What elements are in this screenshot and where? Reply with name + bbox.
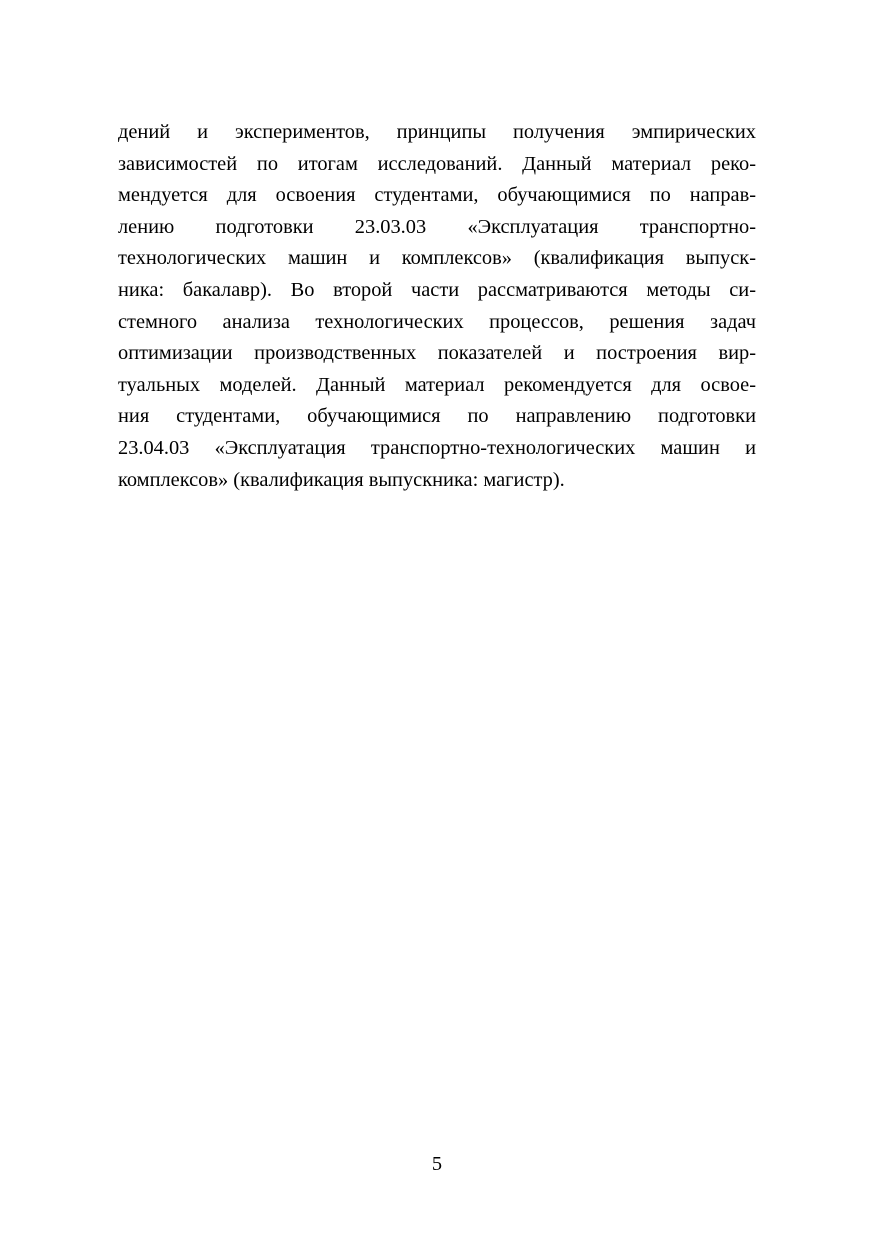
text-line: стемного анализа технологических процессов, решения задач <box>118 310 756 333</box>
page-number: 5 <box>431 1153 443 1175</box>
text-line: комплексов» (квалификация выпускника: магистр). <box>118 468 565 491</box>
text-line: ния студентами, обучающимися по направлению подготовки <box>118 405 756 428</box>
text-line: ника: бакалавр). Во второй части рассматриваются методы си- <box>118 278 756 301</box>
text-line: дений и экспериментов, принципы получения эмпирических <box>118 121 756 143</box>
paragraph <box>118 117 756 496</box>
text-line: туальных моделей. Данный материал рекомендуется для освое- <box>118 373 756 396</box>
text-line: мендуется для освоения студентами, обучающимися по направ- <box>118 184 756 207</box>
text-line: технологических машин и комплексов» (квалификация выпуск- <box>118 247 756 270</box>
text-line: 23.04.03 «Эксплуатация транспортно-технологических машин и <box>118 436 756 459</box>
text-line: зависимостей по итогам исследований. Данный материал реко- <box>118 152 756 175</box>
text-line: оптимизации производственных показателей и построения вир- <box>118 342 756 365</box>
text-line: лению подготовки 23.03.03 «Эксплуатация транспортно- <box>118 215 756 238</box>
